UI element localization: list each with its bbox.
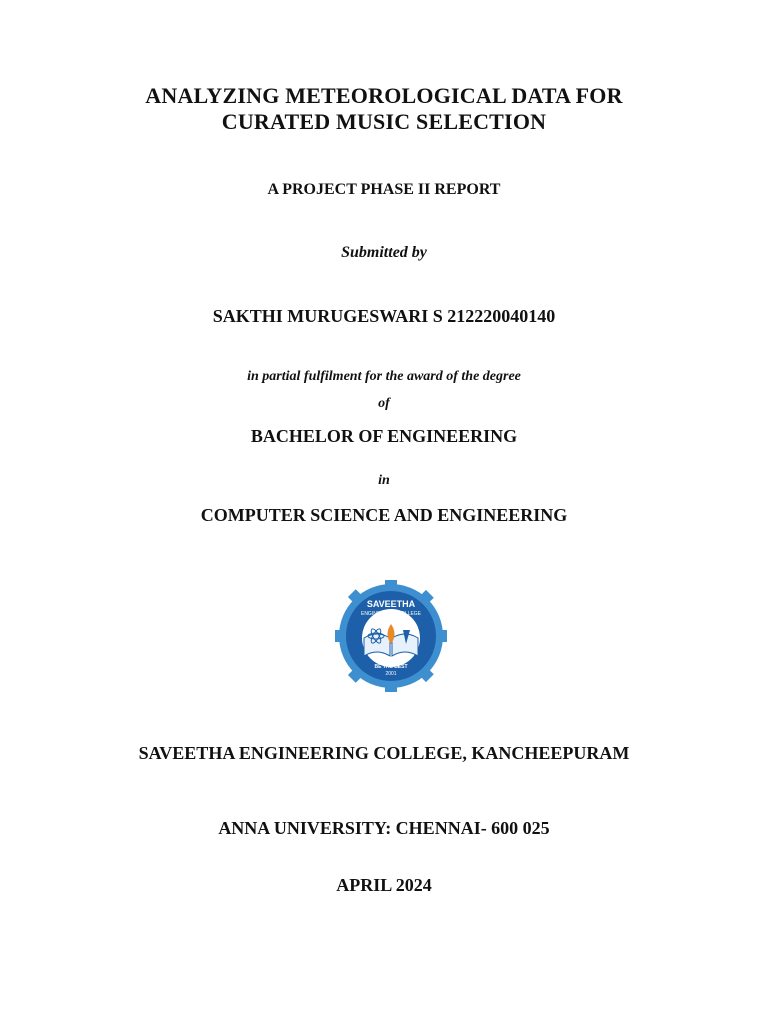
- department-name: COMPUTER SCIENCE AND ENGINEERING: [200, 505, 568, 525]
- title-line-2: CURATED MUSIC SELECTION: [221, 109, 547, 134]
- of-label: of: [378, 396, 390, 411]
- in-label: in: [378, 473, 390, 488]
- university-name: ANNA UNIVERSITY: CHENNAI- 600 025: [218, 818, 550, 838]
- college-logo: [324, 580, 458, 692]
- logo-name: SAVEETHA: [366, 599, 416, 609]
- logo-motto: BE THE BEST: [374, 664, 408, 670]
- degree-name: BACHELOR OF ENGINEERING: [250, 426, 518, 446]
- report-date: APRIL 2024: [336, 875, 432, 895]
- college-name: SAVEETHA ENGINEERING COLLEGE, KANCHEEPURAM: [138, 743, 630, 763]
- logo-year: 2001: [385, 671, 397, 677]
- report-type: A PROJECT PHASE II REPORT: [267, 181, 501, 198]
- logo-subname: ENGINEERING COLLEGE: [360, 611, 422, 617]
- title-line-1: ANALYZING METEOROLOGICAL DATA FOR: [145, 83, 623, 108]
- partial-fulfilment-text: in partial fulfilment for the award of the degree: [247, 369, 521, 384]
- author-name: SAKTHI MURUGESWARI S 212220040140: [212, 306, 556, 326]
- submitted-by-label: Submitted by: [341, 244, 427, 261]
